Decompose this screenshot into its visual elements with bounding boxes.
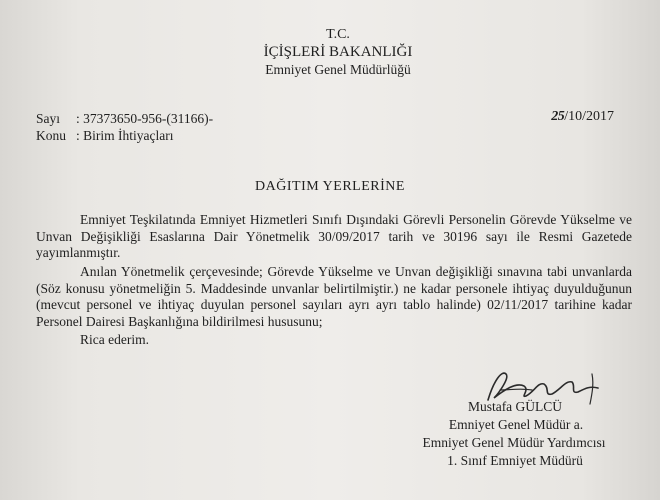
signatory-name: Mustafa GÜLCÜ — [467, 399, 563, 414]
body-paragraph: Anılan Yönetmelik çerçevesinde; Görevde Yükselme ve Unvan değişikliği sınavına tabi unvanlarda (Söz konusu yönetmeliğin 5. Maddesinde unvanlar belirtilmiştir.) ne kadar personele ihtiyaç duyulduğunun (mevcut personel ve ihtiyaç duyulan personel sayıları ayrı ayrı tablo halinde) 02/11/2017 tarihine kadar Personel Dairesi Başkanlığına bildirilmesi hususunu; — [36, 264, 632, 329]
signatory-title-1: Emniyet Genel Müdür a. — [448, 417, 584, 432]
body-paragraph: Emniyet Teşkilatında Emniyet Hizmetleri Sınıfı Dışındaki Görevli Personelin Görevde Yükselme ve Unvan Değişikliği Esaslarına Dair Yönetmelik 30/09/2017 tarih ve 30196 sayı ile Resmi Gazetede yayımlanmıştır. — [36, 212, 632, 260]
document-date — [551, 109, 614, 125]
closing-line: Rica ederim. — [80, 332, 149, 347]
signatory-title-2: Emniyet Genel Müdür Yardımcısı — [422, 435, 606, 450]
header-ministry: İÇİŞLERİ BAKANLIĞI — [263, 44, 413, 60]
reference-number-label: Sayı — [36, 111, 61, 126]
date-day-handwritten: 25 — [551, 109, 565, 124]
header-directorate: Emniyet Genel Müdürlüğü — [265, 62, 411, 77]
distribution-heading: DAĞITIM YERLERİNE — [255, 179, 405, 194]
signatory-title-3: 1. Sınıf Emniyet Müdürü — [447, 453, 583, 468]
header-country: T.C. — [326, 27, 350, 42]
reference-subject-label: Konu — [36, 128, 66, 143]
date-month-year: /10/2017 — [564, 109, 614, 124]
reference-subject-value: : Birim İhtiyaçları — [76, 128, 174, 143]
reference-number-value: : 37373650-956-(31166)- — [76, 111, 214, 126]
